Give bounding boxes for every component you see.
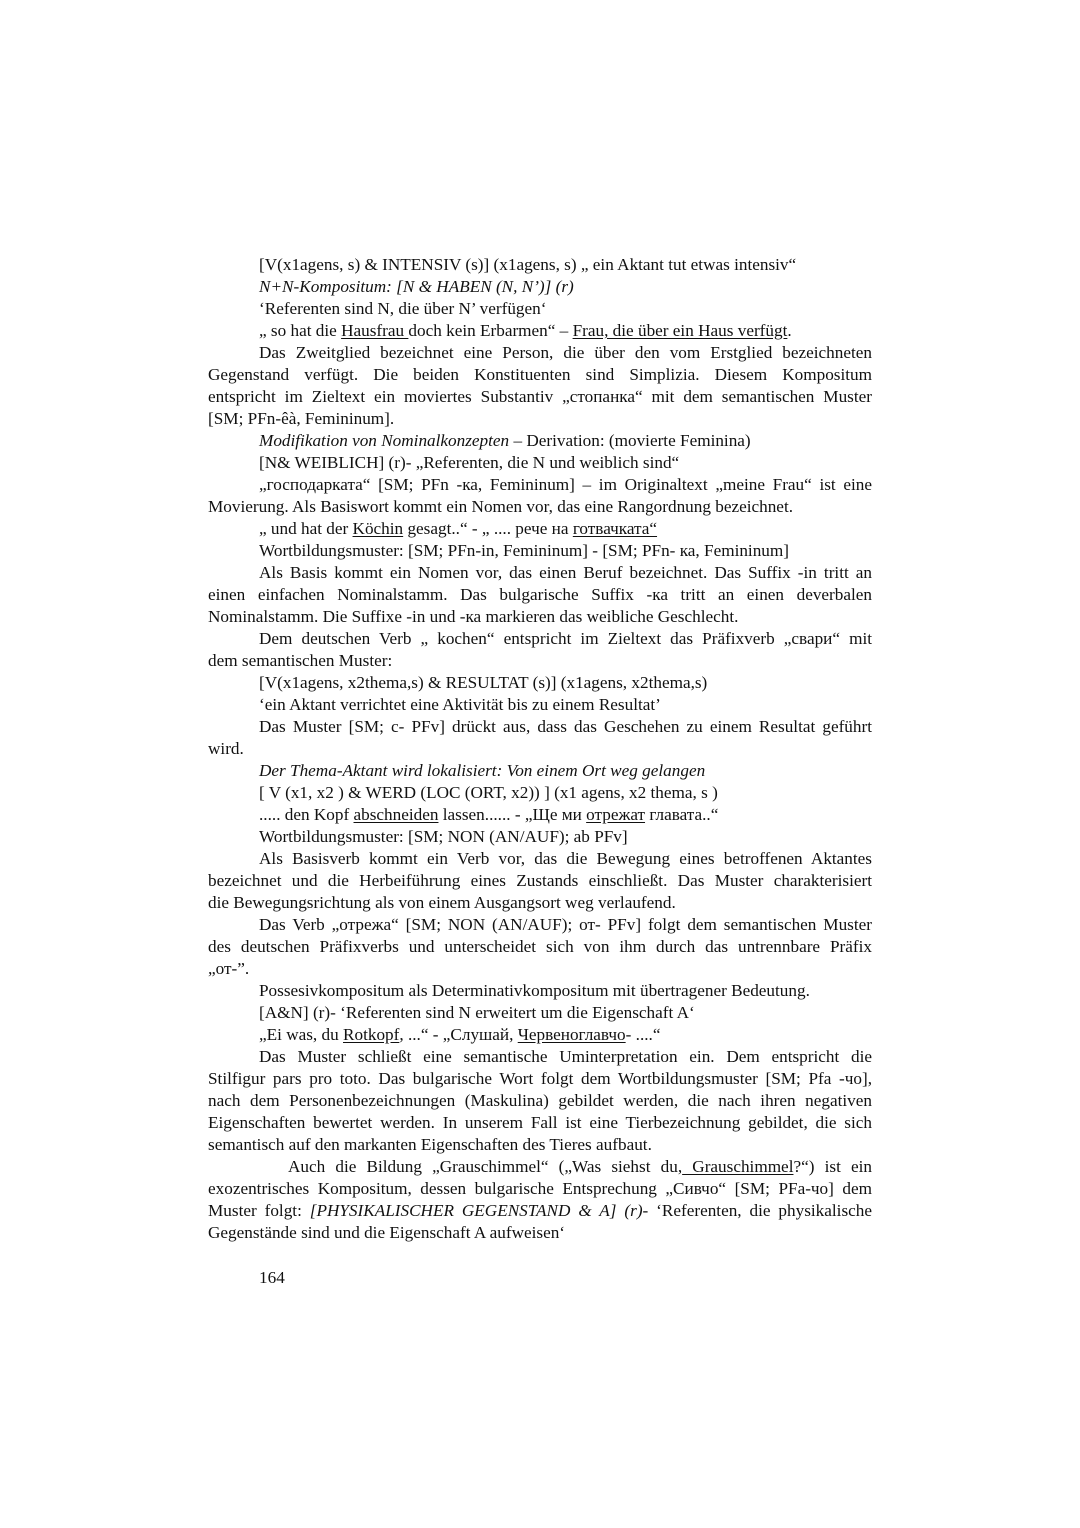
example-underlined-word: abschneiden — [353, 805, 439, 824]
paragraph-line: Das Zweitglied bezeichnet eine Person, die über den vom Erstglied bezeichneten — [259, 343, 872, 362]
paragraph-line: Das Verb „отрежа“ [SM; NON (AN/AUF); от- PFv] folgt dem semantischen Muster — [259, 915, 872, 934]
page-number: 164 — [259, 1268, 285, 1287]
paragraph-line: „от-”. — [208, 959, 250, 978]
paragraph-line: exozentrisches Kompositum, dessen bulgarische Entsprechung „Сивчо“ [SM; PFa-чо] dem — [208, 1179, 872, 1198]
example-text: doch kein Erbarmen“ – — [408, 321, 573, 340]
gloss-line: ‘Referenten sind N, die über N’ verfügen‘ — [259, 299, 547, 318]
paragraph-line: Gegenstände sind und die Eigenschaft A aufweisen‘ — [208, 1223, 566, 1242]
paragraph-line: bezeichnet und die Herbeiführung eines Zustands einschließt. Das Muster charakterisiert — [208, 871, 872, 890]
page-body-text — [208, 254, 872, 1244]
heading-italic: Modifikation von Nominalkonzepten — [259, 431, 510, 450]
example-line — [208, 320, 872, 342]
paragraph-line — [208, 1200, 872, 1222]
paragraph-line: Movierung. Als Basiswort kommt ein Nomen vor, das eine Rangordnung bezeichnet. — [208, 497, 794, 516]
paragraph-line: einen einfachen Nominalstamm. Das bulgarische Suffix -ка tritt an einen deverbalen — [208, 585, 872, 604]
formula-line: [N& WEIBLICH] (r)- „Referenten, die N und weiblich sind“ — [259, 453, 680, 472]
paragraph-line: [SM; PFn-êà, Femininum]. — [208, 409, 395, 428]
example-underlined-word: готвачката“ — [572, 519, 658, 538]
example-line — [208, 1024, 872, 1046]
example-underlined-word: Rotkopf — [343, 1025, 400, 1044]
formula-line: [V(x1agens, s) & INTENSIV (s)] (x1agens, s) „ ein Aktant tut etwas intensiv“ — [259, 255, 797, 274]
paragraph-line: Dem deutschen Verb „ kochen“ entspricht im Zieltext das Präfixverb „свари“ mit — [259, 629, 872, 648]
paragraph-line: Das Muster [SM; c- PFv] drückt aus, dass das Geschehen zu einem Resultat geführt — [259, 717, 872, 736]
formula-line: [A&N] (r)- ‘Referenten sind N erweitert um die Eigenschaft A‘ — [259, 1003, 695, 1022]
paragraph-line: semantisch auf den markanten Eigenschaften des Tieres aufbaut. — [208, 1135, 652, 1154]
formula-line: Wortbildungsmuster: [SM; PFn-in, Femininum] - [SM; PFn- ка, Femininum] — [259, 541, 789, 560]
example-text: „ so hat die — [259, 321, 342, 340]
paragraph-line: Stilfigur pars pro toto. Das bulgarische Wort folgt dem Wortbildungsmuster [SM; Pfa -чо], — [208, 1069, 872, 1088]
example-underlined-word: Grauschimmel — [682, 1157, 794, 1176]
example-line — [208, 804, 872, 826]
paragraph-line: wird. — [208, 739, 244, 758]
paragraph-line: Als Basisverb kommt ein Verb vor, das die Bewegung eines betroffenen Aktantes — [259, 849, 872, 868]
paragraph-line: entspricht im Zieltext ein moviertes Substantiv „стопанка“ mit dem semantischen Muster — [208, 387, 872, 406]
gloss-line: ‘ein Aktant verrichtet eine Aktivität bis zu einem Resultat’ — [259, 695, 661, 714]
example-underlined-word: Червеноглавчо — [517, 1025, 626, 1044]
heading-text: – Derivation: (movierte Feminina) — [509, 431, 751, 450]
paragraph-line: Eigenschaften bewertet werden. In unserem Fall ist eine Tierbezeichnung gebildet, die sich — [208, 1113, 872, 1132]
paragraph-line: Als Basis kommt ein Nomen vor, das einen Beruf bezeichnet. Das Suffix -in tritt an — [259, 563, 872, 582]
paragraph-text: Auch die Bildung „Grauschimmel“ („Was siehst du, — [288, 1157, 683, 1176]
paragraph-line: Nominalstamm. Die Suffixe -in und -ка markieren das weibliche Geschlecht. — [208, 607, 739, 626]
example-underlined-word: Hausfrau — [341, 321, 409, 340]
example-text: lassen...... - „Ще ми — [438, 805, 587, 824]
formula-line: Wortbildungsmuster: [SM; NON (AN/AUF); ab PFv] — [259, 827, 628, 846]
paragraph-line: nach dem Personenbezeichnungen (Maskulina) gebildet werden, die nach ihren negativen — [208, 1091, 872, 1110]
paragraph-text: Muster folgt: — [208, 1201, 310, 1220]
example-text: „ und hat der — [259, 519, 353, 538]
pattern-heading: N+N-Kompositum: [N & HABEN (N, N’)] (r) — [259, 277, 574, 296]
example-text: „Ei was, du — [259, 1025, 344, 1044]
example-underlined-word: Köchin — [352, 519, 404, 538]
example-text: ..... den Kopf — [259, 805, 354, 824]
pattern-heading: Der Thema-Aktant wird lokalisiert: Von einem Ort weg gelangen — [259, 761, 706, 780]
paragraph-line: „господарката“ [SM; PFn -ка, Femininum] – im Originaltext „meine Frau“ ist eine — [259, 475, 872, 494]
paragraph-text: ?“) ist ein — [793, 1157, 872, 1176]
formula-line: [V(x1agens, x2thema,s) & RESULTAT (s)] (x1agens, x2thema,s) — [259, 673, 708, 692]
paragraph-line: die Bewegungsrichtung als von einem Ausgangsort weg verlaufend. — [208, 893, 676, 912]
example-text: , ...“ - „Слушай, — [399, 1025, 518, 1044]
paragraph-line: dem semantischen Muster: — [208, 651, 393, 670]
example-text: . — [787, 321, 792, 340]
pattern-heading: Possesivkompositum als Determinativkompositum mit übertragener Bedeutung. — [259, 981, 810, 1000]
example-underlined-word: отрежат — [586, 805, 646, 824]
paragraph-line: des deutschen Präfixverbs und unterscheidet sich von ihm durch das untrennbare Präfix — [208, 937, 872, 956]
paragraph-text: - ‘Referenten, die physikalische — [642, 1201, 872, 1220]
example-text: - ....“ — [625, 1025, 661, 1044]
example-text: главата..“ — [645, 805, 719, 824]
pattern-heading — [208, 430, 872, 452]
example-underlined-word: Frau, die über ein Haus verfügt — [572, 321, 788, 340]
example-text: gesagt..“ - „ .... рече на — [403, 519, 573, 538]
example-line — [208, 518, 872, 540]
paragraph-line: Gegenstand verfügt. Die beiden Konstituenten sind Simplizia. Diesem Kompositum — [208, 365, 872, 384]
paragraph-line: Das Muster schließt eine semantische Uminterpretation ein. Dem entspricht die — [259, 1047, 872, 1066]
formula-line: [ V (x1, x2 ) & WERD (LOC (ORT, x2)) ] (x1 agens, x2 thema, s ) — [259, 783, 718, 802]
pattern-formula-italic: [PHYSIKALISCHER GEGENSTAND & A] (r) — [309, 1201, 643, 1220]
paragraph-line — [208, 1156, 872, 1178]
